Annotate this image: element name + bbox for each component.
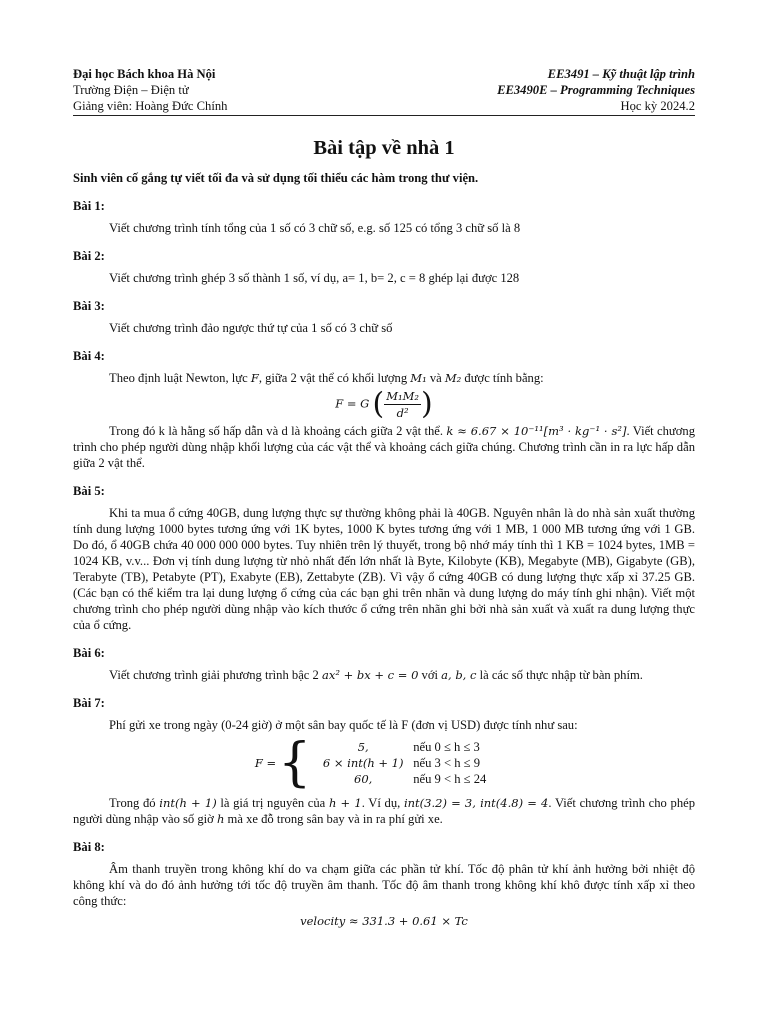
- math-M2: M₂: [444, 371, 462, 385]
- fraction-numerator: M₁M₂: [386, 389, 420, 403]
- ex6-t3: là các số thực nhập từ bàn phím.: [476, 668, 643, 682]
- fraction-denominator: d²: [396, 406, 409, 420]
- ex6-t1: Viết chương trình giải phương trình bậc 2: [109, 668, 322, 682]
- case-3-value: 60,: [354, 772, 373, 786]
- semester: Học kỳ 2024.2: [620, 99, 695, 113]
- ex4-t5: Trong đó k là hằng số hấp dẫn và d là khoảng cách giữa 2 vật thể.: [109, 424, 447, 438]
- university-name: Đại học Bách khoa Hà Nội: [73, 67, 216, 81]
- exercise-2-text: Viết chương trình ghép 3 số thành 1 số, ví dụ, a= 1, b= 2, c = 8 ghép lại được 128: [109, 271, 520, 285]
- exercise-5-text: Khi ta mua ổ cứng 40GB, dung lượng thực sự thường không phải là 40GB. Nguyên nhân là do nhà sản xuất thường tính dung lượng 1000 bytes tương ứng với 1K bytes, 1000 K bytes tương ứng với 1 MB, 1 000 MB tương ứng với 1 GB. Do đó, ổ 40GB chứa 40 000 000 000 bytes. Tuy nhiên trên lý thuyết, trong bộ nhớ máy tính thì 1 KB = 1024 bytes, 1MB = 1024 KB, v.v... Đơn vị tính dung lượng từ nhỏ nhất đến lớn nhất là Byte, Kilobyte (KB), Megabyte (MB), Gigabyte (GB), Terabyte (TB), Petabyte (PT), Exabyte (EB), Zettabyte (ZB). Vì vậy ổ cứng 40GB có dung lượng thực xấp xỉ 37.25 GB. (Các bạn có thể kiểm tra lại dung lượng ổ cứng của các bạn ghi trên nhãn và dung lượng do máy tính ghi nhận). Viết một chương trình cho phép người dùng nhập vào kích thước ổ cứng trên nhãn ghi bởi nhà sản xuất và xuất ra dung lượng thực của ổ cứng.: [73, 506, 695, 632]
- exercise-3-heading: Bài 3:: [73, 299, 105, 313]
- exercise-7-text-2: [73, 795, 695, 827]
- exercise-1-heading: Bài 1:: [73, 199, 105, 213]
- math-vars: a, b, c: [441, 668, 477, 682]
- piecewise-lhs: F =: [254, 756, 277, 770]
- ex7-t3: là giá trị nguyên của: [216, 796, 329, 810]
- exercise-5-heading: Bài 5:: [73, 484, 105, 498]
- math-F: F: [250, 371, 259, 385]
- ex4-t3: và: [426, 371, 445, 385]
- equation-fraction: [384, 388, 421, 421]
- right-paren: ): [421, 386, 433, 422]
- velocity-formula: velocity ≈ 331.3 + 0.61 × Tc: [300, 914, 468, 928]
- math-h: h: [216, 812, 225, 826]
- exercise-7-heading: Bài 7:: [73, 696, 105, 710]
- ex7-t5: . Viết chương trình cho phép người dùng nhập vào số giờ: [73, 796, 696, 826]
- case-2-value: 6 × int(h + 1): [322, 756, 404, 770]
- exercise-2-heading: Bài 2:: [73, 249, 105, 263]
- exercise-1-text: Viết chương trình tính tổng của 1 số có 3 chữ số, e.g. số 125 có tổng 3 chữ số là 8: [109, 221, 521, 235]
- case-2-condition: nếu 3 < h ≤ 9: [413, 756, 481, 770]
- page-title: Bài tập về nhà 1: [313, 137, 455, 159]
- course-code-en: EE3490E – Programming Techniques: [497, 83, 695, 97]
- document-header: [73, 66, 695, 114]
- math-quadratic: ax² + bx + c = 0: [321, 668, 419, 682]
- header-divider: [73, 115, 695, 116]
- document-page: [73, 66, 695, 929]
- ex6-t2: với: [418, 668, 442, 682]
- case-1-condition: nếu 0 ≤ h ≤ 3: [413, 740, 480, 754]
- exercise-7-text-1: Phí gửi xe trong ngày (0-24 giờ) ở một sân bay quốc tế là F (đơn vị USD) được tính như sau:: [109, 718, 578, 732]
- exercise-8-text: Âm thanh truyền trong không khí do va chạm giữa các phần tử khí. Tốc độ phân tử khí ảnh hưởng bởi nhiệt độ không khí và do đó ảnh hưởng tới tốc độ truyền âm thanh. Tốc độ âm thanh trong không khí khô được tính xấp xỉ theo công thức:: [73, 862, 695, 908]
- math-h-plus-1: h + 1: [328, 796, 362, 810]
- piecewise-cases: [313, 739, 513, 787]
- case-3-condition: nếu 9 < h ≤ 24: [413, 772, 487, 786]
- ex7-t2: Trong đó: [109, 796, 160, 810]
- course-code-vi: EE3491 – Kỹ thuật lập trình: [547, 67, 695, 81]
- ex7-t6: mà xe đỗ trong sân bay và in ra phí gửi xe.: [224, 812, 443, 826]
- math-k: k ≈ 6.67 × 10⁻¹¹[m³ · kg⁻¹ · s²]: [446, 424, 627, 438]
- school-name: Trường Điện – Điện tử: [73, 83, 189, 97]
- ex4-t4: được tính bằng:: [461, 371, 544, 385]
- exercise-6-text: [73, 667, 695, 683]
- gravity-equation: [73, 388, 695, 421]
- left-paren: (: [372, 386, 385, 422]
- math-int-example: int(3.2) = 3, int(4.8) = 4: [403, 796, 549, 810]
- ex7-t4: . Ví dụ,: [361, 796, 404, 810]
- math-int: int(h + 1): [159, 796, 217, 810]
- intro-note: Sinh viên cố gắng tự viết tối đa và sử dụng tối thiểu các hàm trong thư viện.: [73, 171, 479, 185]
- exercise-4-heading: Bài 4:: [73, 349, 105, 363]
- piecewise-equation: [73, 733, 695, 793]
- left-brace: {: [278, 733, 312, 793]
- sound-velocity-formula: [73, 913, 695, 929]
- exercise-4-text-1: [73, 370, 695, 386]
- ex4-t6: . Viết chương trình cho phép người dùng nhập khối lượng của các vật thể và khoảng cách giữa chúng. Chương trình cần in ra lực hấp dẫn giữa 2 vật thể.: [73, 424, 695, 470]
- math-M1: M₁: [410, 371, 427, 385]
- ex4-t1: Theo định luật Newton, lực: [109, 371, 251, 385]
- exercise-6-heading: Bài 6:: [73, 646, 105, 660]
- case-1-value: 5,: [357, 740, 369, 754]
- exercise-3-text: Viết chương trình đảo ngược thứ tự của 1 số có 3 chữ số: [109, 321, 393, 335]
- ex4-t2: , giữa 2 vật thể có khối lượng: [258, 371, 411, 385]
- exercise-4-text-2: [73, 423, 695, 471]
- equation-lhs: F = G: [335, 396, 370, 411]
- exercise-8-heading: Bài 8:: [73, 840, 105, 854]
- lecturer-name: Giảng viên: Hoàng Đức Chính: [73, 99, 228, 113]
